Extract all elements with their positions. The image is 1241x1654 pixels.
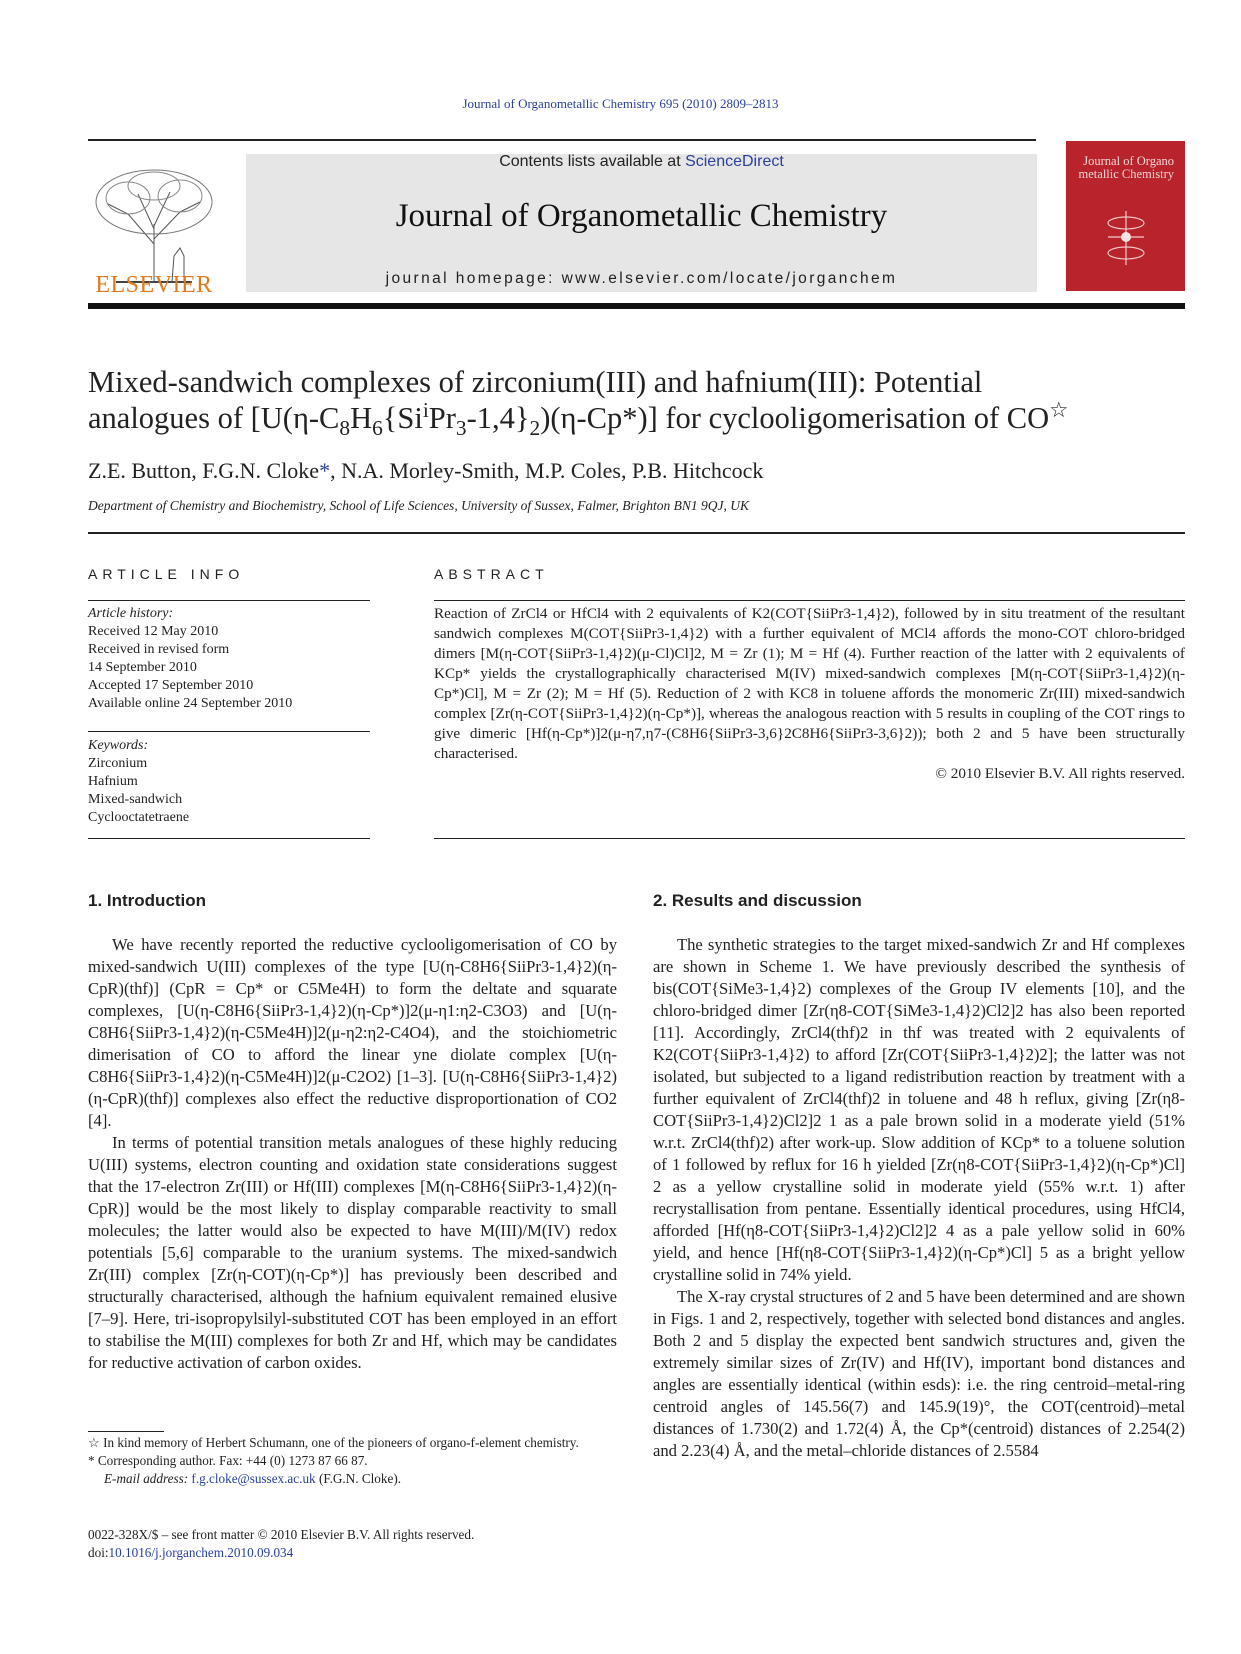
- results-paragraph-2: The X-ray crystal structures of 2 and 5 have been determined and are shown in Figs. 1 and 2, respectively, together with selected bond distances and angles. Both 2 and 5 display the expected bent sandwich structures and, given the extremely similar sizes of Zr(IV) and Hf(IV), important bond distances and angles are essentially identical (within esds): i.e. the ring centroid–metal-ring centroid angles of 145.56(7) and 145.9(19)°, the COT(centroid)–metal distances of 1.730(2) and 1.72(4) Å, the Cp*(centroid) distances of 2.254(2) and 2.23(4) Å, and the metal–chloride distances of 2.5584: [653, 1287, 1185, 1460]
- history-label: Article history:: [88, 606, 174, 621]
- journal-title: Journal of Organometallic Chemistry: [395, 198, 888, 234]
- intro-column: [88, 934, 617, 1374]
- keyword: Cyclooctatetraene: [88, 810, 190, 825]
- email-label: E-mail address:: [104, 1471, 192, 1486]
- doi-link[interactable]: 10.1016/j.jorganchem.2010.09.034: [108, 1545, 294, 1560]
- keyword: Hafnium: [88, 774, 138, 789]
- abstract-bottom-rule: [434, 838, 1185, 839]
- history-revised: Received in revised form: [88, 642, 230, 657]
- article-history: [88, 605, 292, 713]
- journal-citation[interactable]: Journal of Organometallic Chemistry 695 (2010) 2809–2813: [462, 96, 779, 111]
- keyword: Zirconium: [88, 756, 148, 771]
- footnotes: [88, 1434, 617, 1488]
- results-heading: 2. Results and discussion: [653, 891, 862, 910]
- abstract-text: [434, 604, 1185, 784]
- footnote-memorial: ☆ In kind memory of Herbert Schumann, one of the pioneers of organo-f-element chemistry.: [88, 1435, 579, 1450]
- article-info-rule: [88, 600, 370, 601]
- email-suffix: (F.G.N. Cloke).: [315, 1471, 402, 1486]
- abstract-copyright: © 2010 Elsevier B.V. All rights reserved.: [935, 765, 1185, 782]
- abstract-body: Reaction of ZrCl4 or HfCl4 with 2 equivalents of K2(COT{SiiPr3-1,4}2), followed by in situ treatment of the resultant sandwich complexes M(COT{SiiPr3-1,4}2) with a further equivalent of MCl4 affords the mono-COT chloro-bridged dimers [M(η-COT{SiiPr3-1,4}2)(μ-Cl)Cl]2, M = Zr (1); M = Hf (4). Further reaction of the latter with 2 equivalents of KCp* yields the crystallographically characterised M(IV) mixed-sandwich complexes [M(η-COT{SiiPr3-1,4}2)(η-Cp*)Cl], M = Zr (2); M = Hf (5). Reduction of 2 with KC8 in toluene affords the monomeric Zr(III) mixed-sandwich complex [Zr(η-COT{SiiPr3-1,4}2)(η-Cp*)], whereas the analogous reaction with 5 results in coupling of the COT rings to give dimeric [Hf(η-Cp*)]2(μ-η7,η7-(C8H6{SiiPr3-3,6}2C8H6{SiiPr3-3,6}2)); both 2 and 5 have been structurally characterised.: [434, 605, 1185, 762]
- article-info-heading: ARTICLE INFO: [88, 566, 245, 582]
- intro-heading: 1. Introduction: [88, 891, 207, 910]
- cover-title: Journal of Organo metallic Chemistry: [1078, 154, 1174, 181]
- affiliation-rule: [88, 532, 1185, 534]
- intro-paragraph-2: In terms of potential transition metals analogues of these highly reducing U(III) systems, electron counting and oxidation state considerations suggest that the 17-electron Zr(III) or Hf(III) complexes [M(η-C8H6{SiiPr3-1,4}2)(η-CpR)] would be the most likely to display comparable reactivity to small molecules; the latter would also be expected to have M(III)/M(IV) redox potentials [5,6] comparable to the uranium systems. The mixed-sandwich Zr(III) complex [Zr(η-COT)(η-Cp*)] has previously been described and structurally characterised, although the hafnium equivalent remained elusive [7–9]. Here, tri-isopropylsilyl-substituted COT has been employed in an effort to stabilise the M(III) complexes for both Zr and Hf, which may be candidates for reductive activation of carbon oxides.: [88, 1133, 617, 1372]
- keyword: Mixed-sandwich: [88, 792, 183, 807]
- contents-line: [246, 153, 1037, 171]
- keywords-label: Keywords:: [88, 738, 149, 753]
- issn-line: 0022-328X/$ – see front matter © 2010 Elsevier B.V. All rights reserved.: [88, 1527, 475, 1542]
- affiliation: Department of Chemistry and Biochemistry, School of Life Sciences, University of Sussex, Falmer, Brighton BN1 9QJ, UK: [88, 498, 750, 513]
- footnote-rule: [88, 1431, 164, 1432]
- keywords: [88, 737, 189, 827]
- footnote-email: [88, 1470, 617, 1488]
- author-list: Z.E. Button, F.G.N. Cloke*, N.A. Morley-Smith, M.P. Coles, P.B. Hitchcock: [88, 458, 764, 483]
- header-rule: [88, 139, 1036, 141]
- title-line-1: Mixed-sandwich complexes of zirconium(III) and hafnium(III): Potential: [88, 365, 983, 399]
- doi-line: [88, 1544, 617, 1562]
- footnote-corresponding: * Corresponding author. Fax: +44 (0) 1273 87 66 87.: [88, 1453, 368, 1468]
- history-accepted: Accepted 17 September 2010: [88, 678, 254, 693]
- title-line-2: analogues of $[U(\eta-C_8H_6\{Si^iPr_3-1,4\}_2)(\eta-Cp*)]$ for cyclooligomerisation of CO☆: [88, 397, 1069, 441]
- sciencedirect-link[interactable]: ScienceDirect: [685, 153, 784, 170]
- elsevier-wordmark: ELSEVIER: [95, 272, 213, 298]
- doi-label: doi:: [88, 1545, 109, 1560]
- abstract-rule: [434, 600, 1185, 601]
- masthead-rule: [88, 303, 1185, 309]
- article-info-bottom-rule: [88, 838, 370, 839]
- history-received: Received 12 May 2010: [88, 624, 219, 639]
- abstract-heading: ABSTRACT: [434, 566, 549, 582]
- results-paragraph-1: The synthetic strategies to the target mixed-sandwich Zr and Hf complexes are shown in Scheme 1. We have previously described the synthesis of bis(COT{SiMe3-1,4}2) complexes of the Group IV elements [10], and the chloro-bridged dimer [Zr(η8-COT{SiMe3-1,4}2)Cl2]2 has also been reported [11]. Accordingly, ZrCl4(thf)2 in thf was treated with 2 equivalents of K2(COT{SiiPr3-1,4}2) to afford [Zr(COT{SiiPr3-1,4}2)2]; the latter was not isolated, but subjected to a ligand redistribution reaction by treatment with a further equivalent of ZrCl4(thf)2 in toluene and 48 h reflux, giving [Zr(η8-COT{SiiPr3-1,4}2)Cl2]2 1 as a pale brown solid in a moderate yield (51% w.r.t. ZrCl4(thf)2) after work-up. Slow addition of KCp* to a toluene solution of 1 followed by reflux for 16 h yielded [Zr(η8-COT{SiiPr3-1,4}2)(η-Cp*)Cl] 2 as a yellow crystalline solid in moderate yield (55% w.r.t. 1) after recrystallisation from pentane. Essentially identical procedures, using HfCl4, afforded [Hf(η8-COT{SiiPr3-1,4}2)Cl2]2 4 as a pale yellow solid in 60% yield, and hence [Hf(η8-COT{SiiPr3-1,4}2)(η-Cp*)Cl] 5 as a bright yellow crystalline solid in 74% yield.: [653, 935, 1185, 1284]
- intro-paragraph-1: We have recently reported the reductive cyclooligomerisation of CO by mixed-sandwich U(III) complexes of the type [U(η-C8H6{SiiPr3-1,4}2)(η-CpR)(thf)] (CpR = Cp* or C5Me4H) to form the deltate and squarate complexes, [U(η-C8H6{SiiPr3-1,4}2)(η-Cp*)]2(μ-η1:η2-C3O3) and [U(η-C8H6{SiiPr3-1,4}2)(η-C5Me4H)]2(μ-η2:η2-C4O4), and the stoichiometric dimerisation of CO to afford the linear yne diolate complex [U(η-C8H6{SiiPr3-1,4}2)(η-C5Me4H)]2(μ-C2O2) [1–3]. [U(η-C8H6{SiiPr3-1,4}2)(η-CpR)(thf)] complexes also effect the reductive disproportionation of CO2 [4].: [88, 935, 617, 1130]
- history-revised-date: 14 September 2010: [88, 660, 197, 675]
- keywords-rule: [88, 731, 370, 732]
- issn-block: [88, 1526, 617, 1562]
- article-title: [88, 364, 1188, 441]
- email-link[interactable]: f.g.cloke@sussex.ac.uk: [191, 1471, 316, 1486]
- history-online: Available online 24 September 2010: [88, 696, 293, 711]
- contents-prefix: Contents lists available at: [499, 153, 686, 170]
- results-column: [653, 934, 1185, 1462]
- journal-homepage[interactable]: journal homepage: www.elsevier.com/locate/jorganchem: [385, 270, 898, 287]
